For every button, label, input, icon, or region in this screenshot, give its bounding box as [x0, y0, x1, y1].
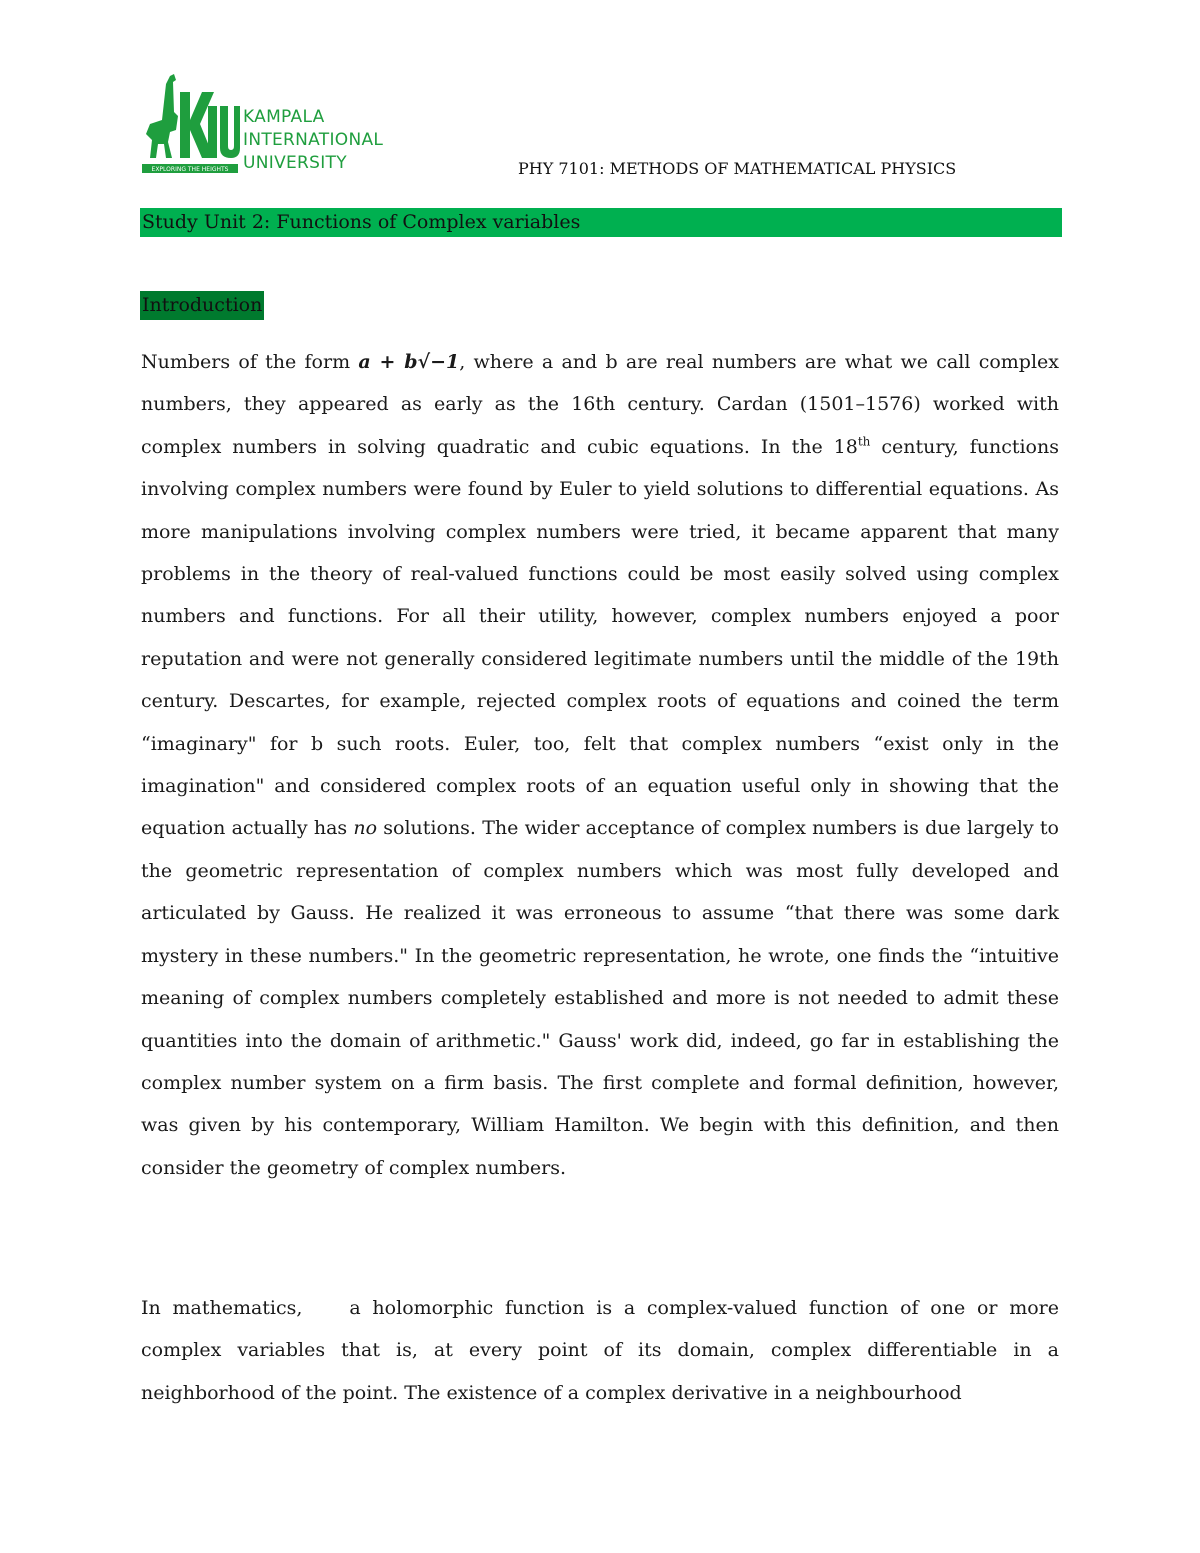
emphasis-no: no	[353, 817, 378, 840]
university-name-line-1: KAMPALA	[243, 107, 325, 127]
university-name-line-3: UNIVERSITY	[243, 153, 347, 173]
complex-number-formula: a + b√−1	[358, 351, 460, 373]
ordinal-superscript: th	[857, 434, 871, 449]
paragraph-text-b: century, functions involving complex numbers were found by Euler to yield solutions to differential equations. As more manipulations involving complex numbers were tried, it became apparent that many problems in the theory of real-valued functions could be most easily solved using complex numbers and functions. For all their utility, however, complex numbers enjoyed a poor reputation and were not generally considered legitimate numbers until the middle of the 19th century. Descartes, for example, rejected complex roots of equations and coined the term “imaginary" for b such roots. Euler, too, felt that complex numbers “exist only in the imagination" and considered complex roots of an equation useful only in showing that the equation actually has	[141, 435, 1059, 840]
paragraph-lead: Numbers of the form	[141, 351, 359, 373]
paragraph-text-a: , where a and b are real numbers are what we call complex numbers, they appeared as early as the 16th century. Cardan (1501–1576) worked with complex numbers in solving quadratic and cubic equations. In the 18	[141, 351, 1059, 458]
section-heading: Introduction	[140, 291, 264, 320]
course-title: PHY 7101: METHODS OF MATHEMATICAL PHYSICS	[518, 159, 957, 178]
university-name-line-2: INTERNATIONAL	[243, 130, 384, 150]
giraffe-kiu-logo-icon	[140, 72, 240, 182]
paragraph-text-c: solutions. The wider acceptance of complex numbers is due largely to the geometric representation of complex numbers which was most fully developed and articulated by Gauss. He realized it was erroneous to assume “that there was some dark mystery in these numbers." In the geometric representation, he wrote, one finds the “intuitive meaning of complex numbers completely established and more is not needed to admit these quantities into the domain of arithmetic." Gauss' work did, indeed, go far in establishing the complex number system on a firm basis. The first complete and formal definition, however, was given by his contemporary, William Hamilton. We begin with this definition, and then consider the geometry of complex numbers.	[141, 817, 1059, 1179]
logo-tagline: EXPLORING THE HEIGHTS	[151, 166, 229, 173]
university-name	[243, 106, 383, 175]
unit-title: Study Unit 2: Functions of Complex variables	[142, 211, 581, 233]
intro-paragraph	[141, 341, 1059, 1189]
university-logo	[140, 72, 430, 182]
holomorphic-paragraph: In mathematics, a holomorphic function is a complex-valued function of one or more complex variables that is, at every point of its domain, complex differentiable in a neighborhood of the point. The existence of a complex derivative in a neighbourhood	[141, 1297, 1066, 1404]
unit-title-bar	[140, 208, 1062, 237]
